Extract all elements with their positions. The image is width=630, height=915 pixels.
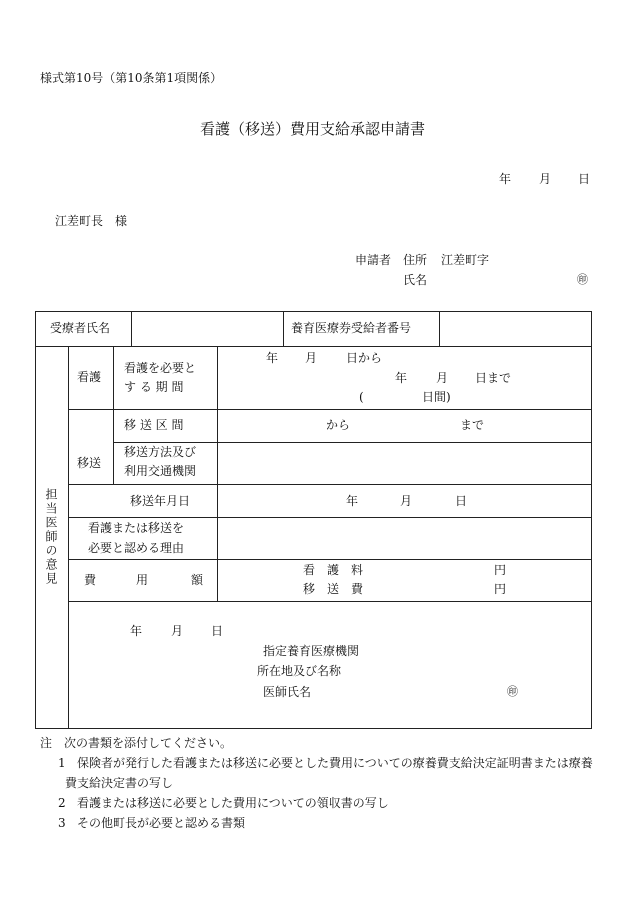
applicant-name-label: 氏名: [403, 273, 428, 287]
nursing-from-text: 日から: [346, 351, 383, 365]
nursing-fee-yen: 円: [494, 563, 507, 577]
nursing-from-year: 年: [266, 351, 279, 365]
doctor-seal-icon: ㊞: [507, 685, 518, 698]
reason-label-line1: 看護または移送を: [88, 521, 185, 535]
nursing-period-label-line1: 看護を必要と: [124, 361, 197, 375]
reason-label-line2: 必要と認める理由: [88, 541, 185, 555]
note-1-text-line2: 費支給決定書の写し: [65, 776, 174, 790]
transport-to: まで: [460, 418, 485, 432]
date-year-label: 年: [499, 172, 512, 186]
cost-label-char1: 費: [84, 573, 97, 587]
doctor-opinion-label: 担当医師の意見: [44, 488, 58, 586]
cert-number-label: 養育医療券受給者番号: [291, 321, 412, 335]
form-number: 様式第10号（第10条第1項関係）: [40, 71, 223, 85]
applicant-address-label: 住所: [403, 253, 428, 267]
note-1-text-line1: 保険者が発行した看護または移送に必要とした費用についての療養費支給決定証明書または療養: [77, 756, 593, 770]
applicant-label: 申請者: [355, 253, 392, 267]
notes-heading: 注 次の書類を添付してください。: [40, 736, 233, 750]
nursing-label: 看護: [77, 370, 102, 384]
cert-date-year: 年: [130, 624, 143, 638]
transport-date-label: 移送年月日: [130, 494, 191, 508]
note-2-number: 2: [58, 796, 66, 810]
form-title: 看護（移送）費用支給承認申請書: [200, 120, 426, 138]
transport-fee-yen: 円: [494, 582, 507, 596]
date-month-label: 月: [539, 172, 552, 186]
nursing-days-open: (: [359, 390, 364, 404]
date-day-label: 日: [578, 172, 591, 186]
cert-date-month: 月: [171, 624, 184, 638]
addressee: 江差町長 様: [55, 214, 128, 228]
applicant-seal-icon: ㊞: [577, 273, 588, 286]
transport-date-day: 日: [455, 494, 468, 508]
note-3-number: 3: [58, 816, 66, 830]
transport-date-year: 年: [346, 494, 359, 508]
note-3-text: その他町長が必要と認める書類: [77, 816, 246, 830]
cost-label-char2: 用: [136, 573, 149, 587]
cert-date-day: 日: [211, 624, 224, 638]
nursing-from-month: 月: [305, 351, 318, 365]
transport-method-label-line2: 利用交通機関: [124, 464, 197, 478]
transport-label: 移送: [77, 456, 102, 470]
nursing-to-month: 月: [436, 371, 449, 385]
nursing-to-year: 年: [395, 371, 408, 385]
note-2-text: 看護または移送に必要とした費用についての領収書の写し: [77, 796, 389, 810]
cert-address-label: 所在地及び名称: [257, 664, 342, 678]
nursing-fee-label: 看 護 料: [303, 563, 364, 577]
patient-name-label: 受療者氏名: [50, 321, 111, 335]
cost-label-char3: 額: [191, 573, 204, 587]
note-1-number: 1: [58, 756, 66, 770]
transport-fee-label: 移 送 費: [303, 582, 364, 596]
nursing-period-label-line2: す る 期 間: [124, 380, 184, 394]
transport-from: から: [326, 418, 351, 432]
transport-method-label-line1: 移送方法及び: [124, 445, 197, 459]
nursing-days-text: 日間): [422, 390, 451, 404]
cert-doctor-name-label: 医師氏名: [263, 685, 312, 699]
nursing-to-text: 日まで: [475, 371, 512, 385]
transport-section-label: 移 送 区 間: [124, 418, 184, 432]
cert-institution-label: 指定養育医療機関: [263, 644, 360, 658]
applicant-address-value: 江差町字: [441, 253, 490, 267]
transport-date-month: 月: [400, 494, 413, 508]
